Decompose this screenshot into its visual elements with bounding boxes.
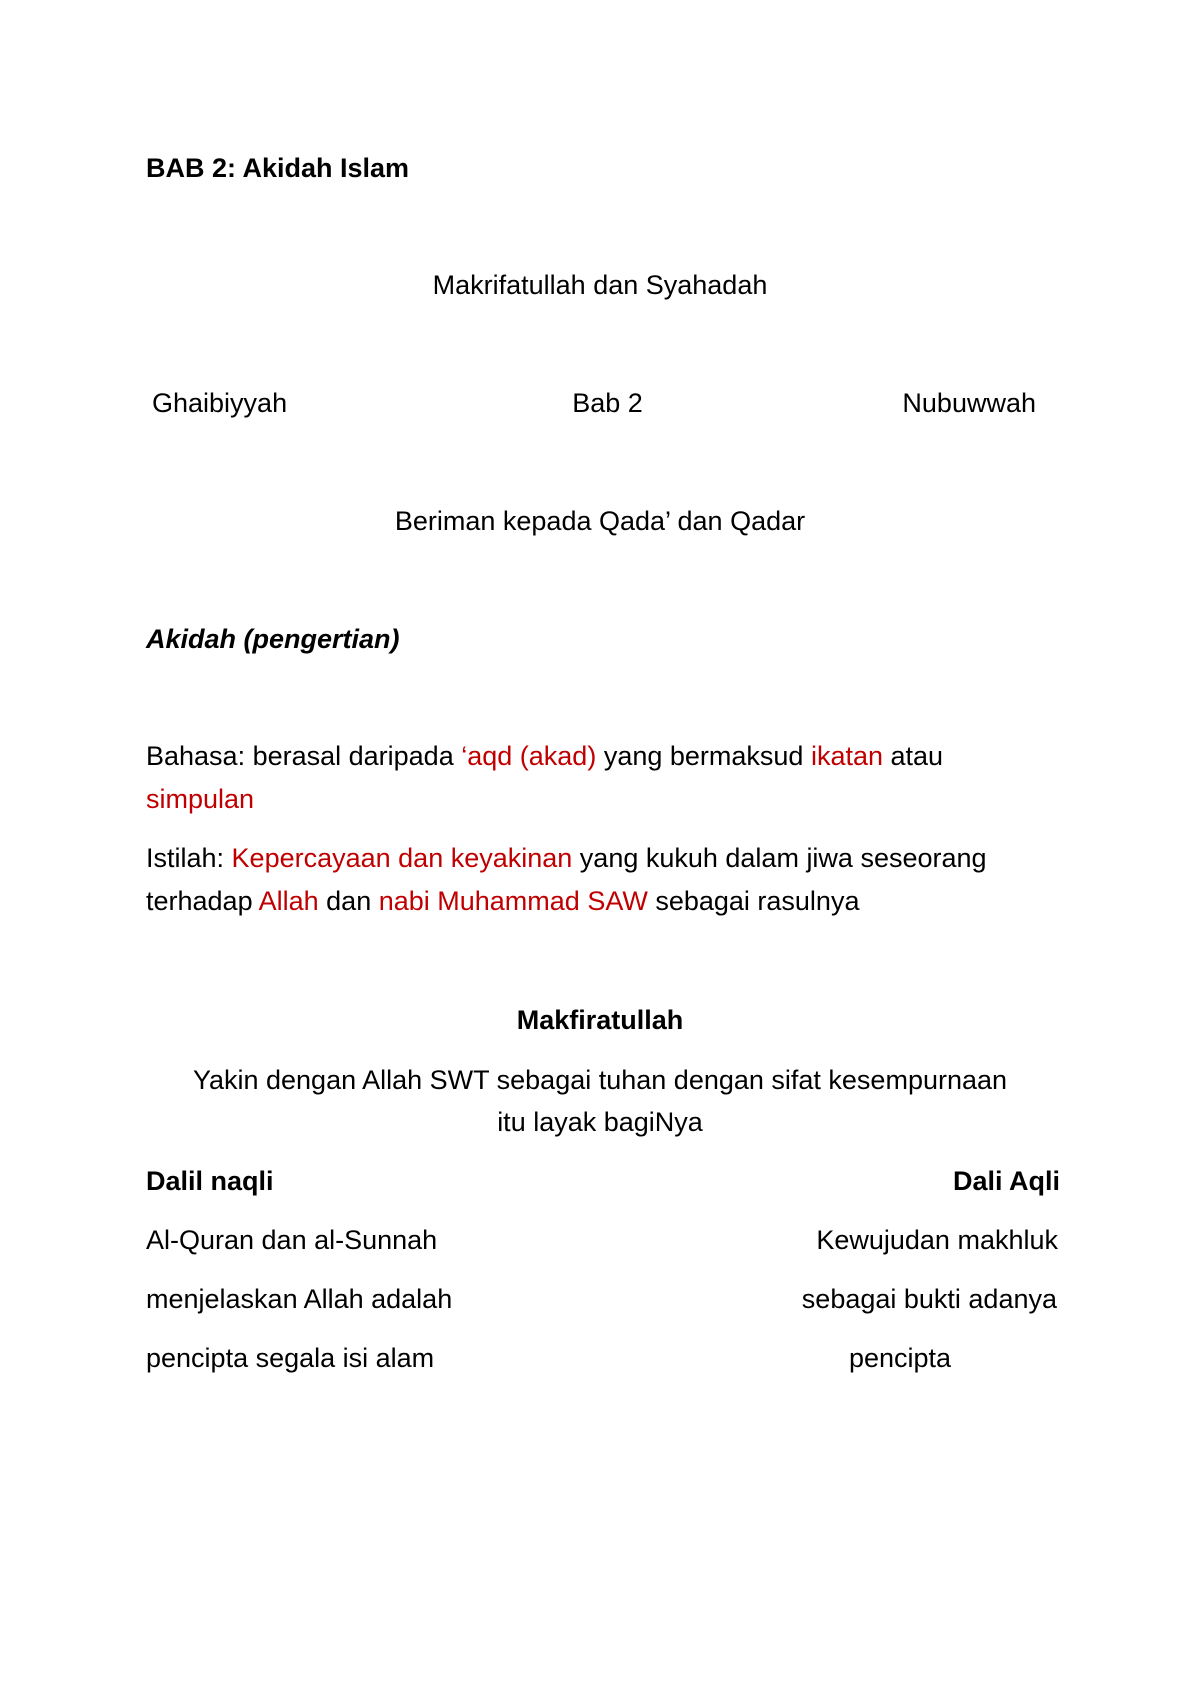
bahasa-definition xyxy=(146,738,943,774)
istilah-definition-line2 xyxy=(146,883,859,919)
makrifatullah-heading: Makfiratullah xyxy=(516,1005,684,1035)
bahasa-highlight-ikatan: ikatan xyxy=(810,741,884,771)
chapter-title: BAB 2: Akidah Islam xyxy=(146,153,410,183)
dalil-naqli-line: menjelaskan Allah adalah xyxy=(146,1284,453,1314)
subtopic-center: Bab 2 xyxy=(572,388,643,418)
bahasa-text-2: yang bermaksud xyxy=(596,741,811,771)
definition-heading: Akidah (pengertian) xyxy=(146,624,400,654)
istilah-highlight-allah: Allah xyxy=(258,886,319,916)
dalil-aqli-line: sebagai bukti adanya xyxy=(801,1284,1057,1314)
istilah-text-3: terhadap xyxy=(146,886,259,916)
istilah-highlight-nabi: nabi Muhammad SAW xyxy=(378,886,648,916)
dalil-aqli-line: pencipta xyxy=(848,1343,952,1373)
dalil-aqli-heading: Dali Aqli xyxy=(952,1166,1060,1196)
dalil-naqli-line: Al-Quran dan al-Sunnah xyxy=(146,1225,438,1255)
makrifatullah-description-line2: itu layak bagiNya xyxy=(497,1107,703,1137)
istilah-text-2: yang kukuh dalam jiwa seseorang xyxy=(572,843,987,873)
subtopic-left: Ghaibiyyah xyxy=(152,388,288,418)
subtopic-right: Nubuwwah xyxy=(902,388,1036,418)
bahasa-highlight-aqd: ‘aqd (akad) xyxy=(461,741,597,771)
bahasa-text-3: atau xyxy=(883,741,944,771)
bahasa-text-1: Bahasa: berasal daripada xyxy=(146,741,462,771)
istilah-text-1: Istilah: xyxy=(146,843,232,873)
dalil-aqli-line: Kewujudan makhluk xyxy=(816,1225,1058,1255)
istilah-highlight-kepercayaan: Kepercayaan dan keyakinan xyxy=(231,843,573,873)
subtopic-top: Makrifatullah dan Syahadah xyxy=(432,270,768,300)
subtopic-bottom: Beriman kepada Qada’ dan Qadar xyxy=(394,506,806,536)
dalil-naqli-heading: Dalil naqli xyxy=(146,1166,274,1196)
makrifatullah-description-line1: Yakin dengan Allah SWT sebagai tuhan dengan sifat kesempurnaan xyxy=(192,1065,1008,1095)
istilah-text-4: dan xyxy=(318,886,379,916)
istilah-definition-line1 xyxy=(146,840,987,876)
bahasa-highlight-simpulan: simpulan xyxy=(146,784,255,814)
istilah-text-5: sebagai rasulnya xyxy=(647,886,860,916)
dalil-naqli-line: pencipta segala isi alam xyxy=(146,1343,435,1373)
